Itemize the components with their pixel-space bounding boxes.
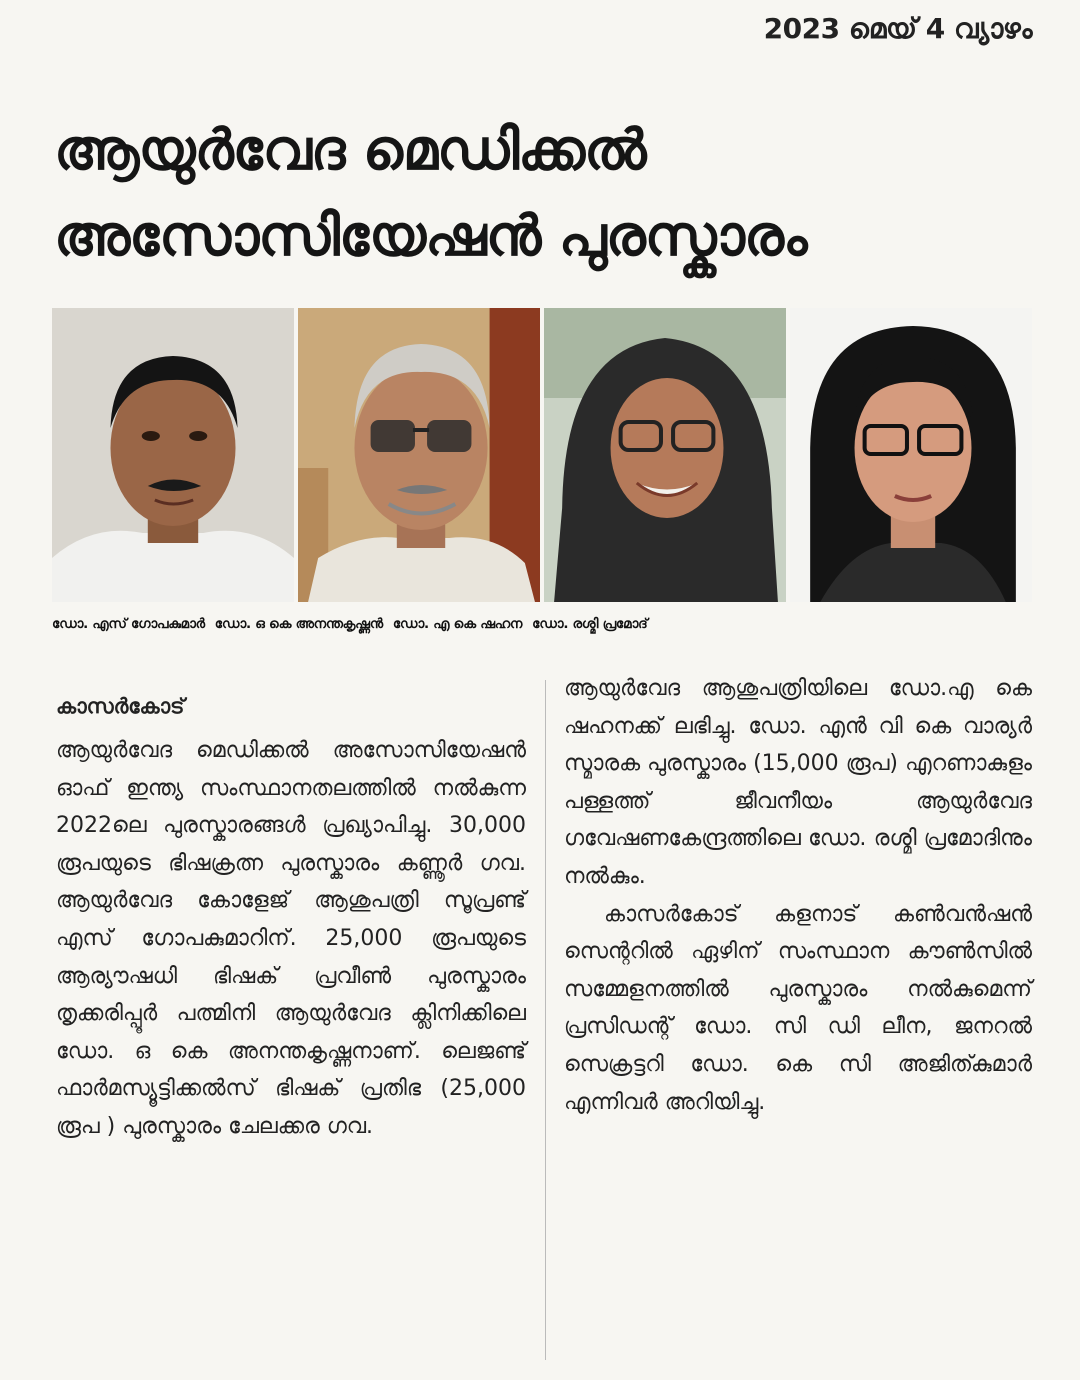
caption-1: ഡോ. എസ് ഗോപകുമാർ bbox=[52, 616, 205, 632]
portrait-man-mustache-icon bbox=[52, 308, 294, 602]
headline-line-2: അസോസിയേഷൻ പുരസ്കാരം bbox=[54, 204, 807, 269]
column-divider bbox=[545, 680, 546, 1360]
portrait-woman-hijab-glasses-icon bbox=[544, 308, 786, 602]
dateline: കാസർകോട് bbox=[56, 694, 185, 718]
publication-date: 2023 മെയ് 4 വ്യാഴം bbox=[763, 12, 1032, 45]
headline-line-1: ആയുർവേദ മെഡിക്കൽ bbox=[54, 118, 646, 183]
article-paragraph-1: ആയുർവേദ മെഡിക്കൽ അസോസിയേഷൻ ഓഫ് ഇന്ത്യ സംസ്ഥാനതലത്തിൽ നൽകുന്ന 2022ലെ പുരസ്കാരങ്ങൾ പ്രഖ്യാപിച്ചു. 30,000 രൂപയുടെ ഭിഷക്രത്ന പുരസ്കാരം കണ്ണൂർ ഗവ. ആയുർവേദ കോളേജ് ആശുപത്രി സൂപ്രണ്ട് എസ് ഗോപകുമാറിന്. 25,000 രൂപയുടെ ആര്യൗഷധി ഭിഷക് പ്രവീൺ പുരസ്കാരം തൃക്കരിപ്പൂർ പത്മിനി ആയുർവേദ ക്ലിനിക്കിലെ ഡോ. ഒ കെ അനന്തകൃഷ്ണനാണ്. ലെജണ്ട് ഫാർമസ്യൂട്ടിക്കൽസ് ഭിഷക് പ്രതിഭ (25,000 രൂപ ) പുരസ്കാരം ചേലക്കര ഗവ. bbox=[56, 738, 526, 1139]
article-column-left bbox=[56, 686, 526, 1146]
photo-captions bbox=[52, 616, 1032, 632]
portrait-woman-glasses-icon bbox=[790, 308, 1032, 602]
article-column-right bbox=[564, 670, 1032, 1121]
headline bbox=[54, 108, 1044, 280]
article-paragraph-3: കാസർകോട് കളനാട് കൺവൻഷൻ സെന്ററിൽ ഏഴിന് സംസ്ഥാന കൗൺസിൽ സമ്മേളനത്തിൽ പുരസ്കാരം നൽകുമെന്ന് പ്രസിഡന്റ് ഡോ. സി ഡി ലീന, ജനറൽ സെക്രട്ടറി ഡോ. കെ സി അജിത്കുമാർ എന്നിവർ അറിയിച്ചു. bbox=[564, 901, 1032, 1115]
photo-strip bbox=[52, 308, 1032, 602]
caption-3: ഡോ. എ കെ ഷഹന bbox=[392, 616, 523, 632]
caption-2: ഡോ. ഒ കെ അനന്തകൃഷ്ണൻ bbox=[214, 616, 383, 632]
portrait-man-glasses-grey-hair-icon bbox=[298, 308, 540, 602]
caption-4: ഡോ. രശ്മി പ്രമോദ് bbox=[532, 616, 648, 632]
article-paragraph-2: ആയുർവേദ ആശുപത്രിയിലെ ഡോ.എ കെ ഷഹനക്ക് ലഭിച്ചു. ഡോ. എൻ വി കെ വാര്യർ സ്മാരക പുരസ്കാരം (15,000 രൂപ) എറണാകുളം പള്ളത്ത് ജീവനീയം ആയുർവേദ ഗവേഷണകേന്ദ്രത്തിലെ ഡോ. രശ്മി പ്രമോദിനും നൽകും. bbox=[564, 676, 1032, 889]
